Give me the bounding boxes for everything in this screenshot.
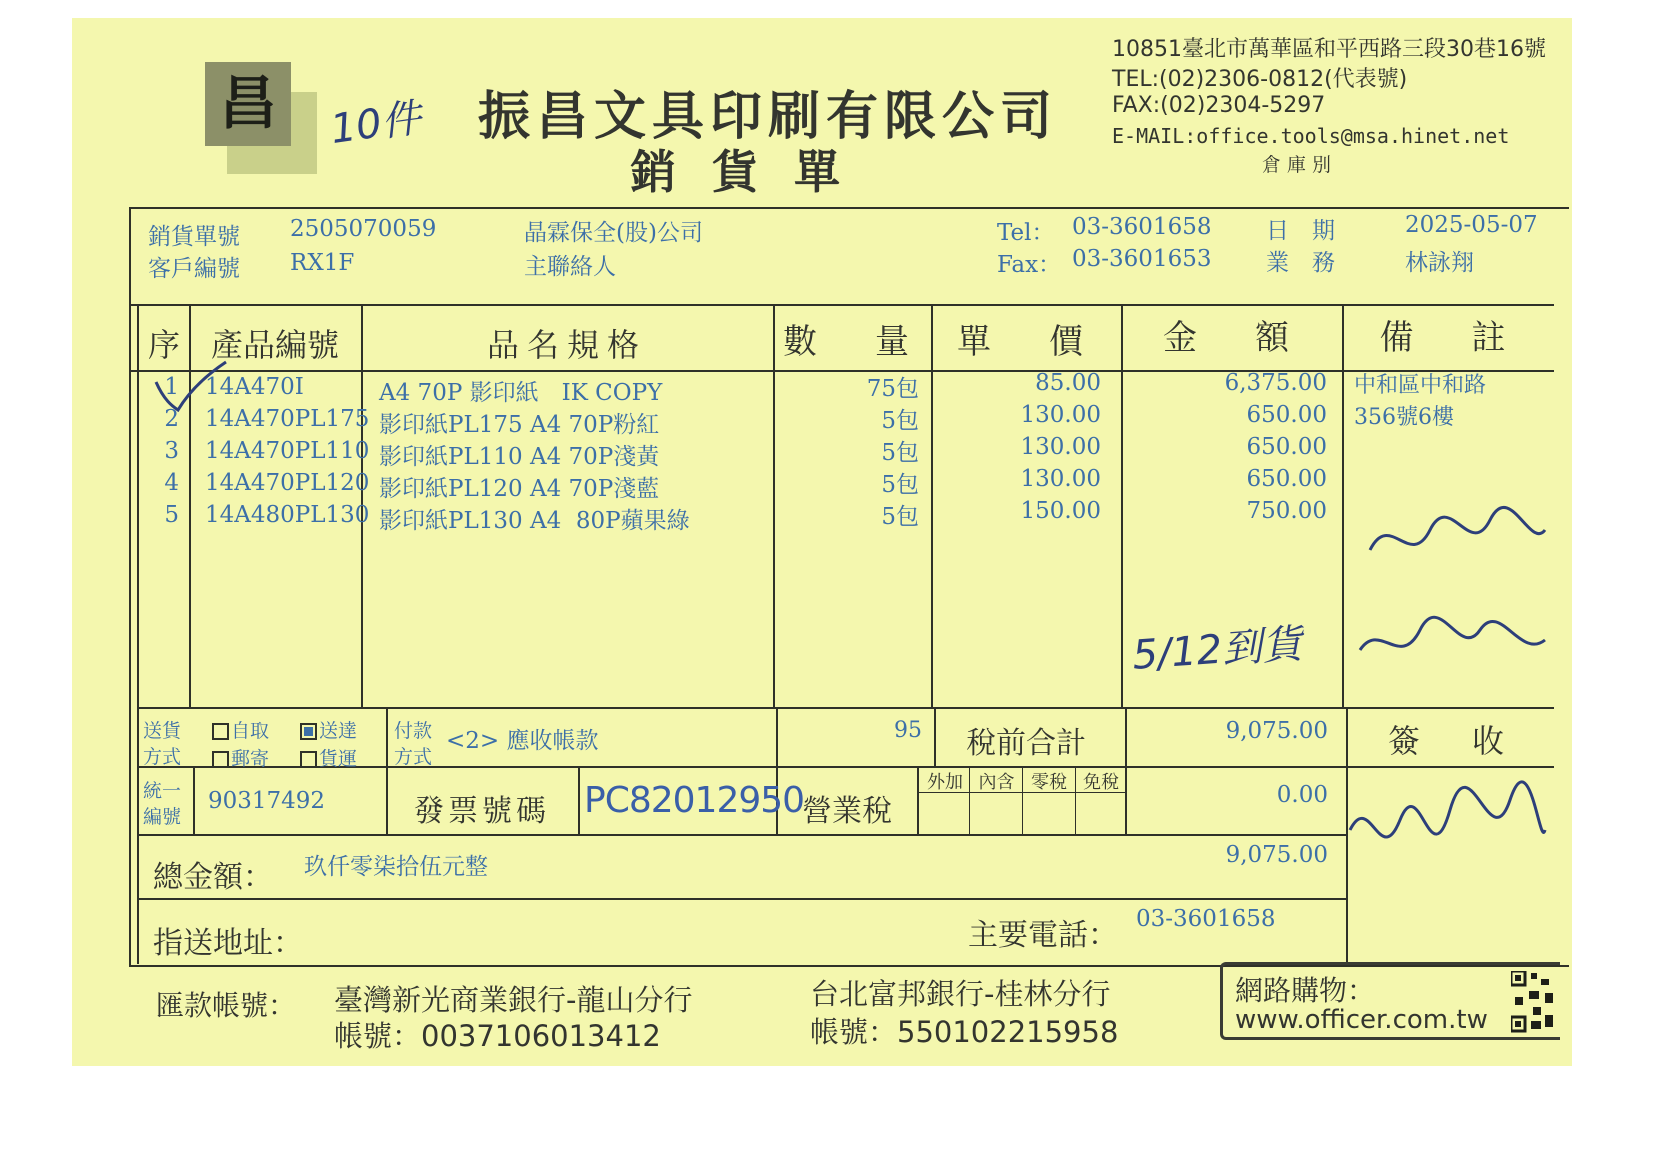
col-price: 單 價 [957,322,1095,362]
qr-code-icon [1511,971,1557,1033]
order-no: 2505070059 [290,216,437,242]
main-phone: 03-3601658 [1136,906,1276,932]
handwritten-signature [1340,770,1550,900]
online-shop-label: 網路購物： [1235,974,1376,1007]
item-qty: 5包 [881,408,919,434]
tax-id-label-line1: 統一 [143,780,182,802]
item-name: 影印紙PL175 A4 70P粉紅 [379,412,660,438]
bank-1-account: 帳號：0037106013412 [334,1019,661,1053]
item-code: 14A470PL110 [205,438,370,464]
item-seq: 1 [164,374,179,400]
customer-no: RX1F [290,250,355,276]
warehouse-label: 倉庫別 [1262,154,1338,176]
item-amount: 650.00 [1246,402,1327,428]
customer-name: 晶霖保全(股)公司 [524,220,703,246]
sign-label: 簽 收 [1387,722,1514,760]
payment-label-line2: 方式 [394,746,433,768]
checkbox[interactable] [300,751,317,768]
sales-label: 業 務 [1266,250,1335,276]
col-amount: 金 額 [1163,318,1301,358]
bank-2-account: 帳號：550102215958 [810,1015,1119,1049]
item-seq: 4 [164,470,179,496]
col-seq: 序 [147,326,180,364]
tax-label: 營業稅 [802,794,892,829]
item-qty: 5包 [881,440,919,466]
bank-label: 匯款帳號： [156,989,297,1022]
item-qty: 5包 [881,504,919,530]
item-name: 影印紙PL120 A4 70P淺藍 [379,476,660,502]
handwritten-scribble [1350,490,1550,690]
company-name: 振昌文具印刷有限公司 [478,86,1059,147]
customer-tel: 03-3601658 [1072,214,1212,240]
logo-glyph: 昌 [218,69,277,137]
payment-code: 95 [894,718,922,743]
delivery-option-mail[interactable]: 郵寄 [212,744,269,771]
bank-2-name: 台北富邦銀行-桂林分行 [810,977,1111,1011]
item-code: 14A470PL120 [205,470,370,496]
col-qty: 數 量 [783,322,921,362]
payment-label-line1: 付款 [394,720,433,742]
handwritten-check-mark [150,356,230,416]
item-seq: 3 [164,438,179,464]
checkbox[interactable] [212,723,229,740]
delivery-option-self[interactable]: 自取 [212,716,269,743]
order-date: 2025-05-07 [1405,212,1538,238]
item-amount: 650.00 [1246,466,1327,492]
delivery-label-line2: 方式 [143,746,182,768]
total-label: 總金額： [153,860,273,895]
company-fax: FAX:(02)2304-5297 [1112,93,1326,118]
item-price: 130.00 [1020,434,1101,460]
customer-no-label: 客戶編號 [148,256,240,282]
item-name: 影印紙PL110 A4 70P淺黃 [379,444,660,470]
payment-method: <2> 應收帳款 [446,728,599,754]
pretax-label: 稅前合計 [966,726,1086,761]
delivery-label-line1: 送貨 [143,720,182,742]
item-seq: 2 [164,406,179,432]
delivery-option-freight[interactable]: 貨運 [300,744,357,771]
delivery-option-delivered[interactable]: 送達 [300,716,357,743]
col-name: 品名規格 [486,326,647,364]
item-price: 130.00 [1020,402,1101,428]
item-seq: 5 [164,502,179,528]
item-price: 150.00 [1020,498,1101,524]
sales-person: 林詠翔 [1405,250,1474,276]
tax-type-zero: 零稅 [1031,772,1067,793]
item-qty: 75包 [866,376,919,402]
date-label: 日 期 [1266,218,1335,244]
handwritten-count: 10件 [327,94,425,154]
document-title: 銷 貨 單 [630,145,851,199]
payment-label [394,718,432,770]
checkbox[interactable] [212,751,229,768]
tax-id: 90317492 [208,788,326,814]
handwritten-arrival-note: 5/12到貨 [1130,621,1304,679]
col-code: 產品編號 [210,326,339,364]
invoice-number: PC82012950 [584,780,805,821]
col-note: 備 註 [1379,318,1518,358]
item-price: 130.00 [1020,466,1101,492]
item-code: 14A470I [205,374,304,400]
delivery-address-label: 指送地址： [153,926,303,961]
delivery-label [143,718,181,770]
online-shop-url: www.officer.com.tw [1235,1005,1488,1035]
company-email: E-MAIL:office.tools@msa.hinet.net [1112,124,1510,148]
customer-fax: 03-3601653 [1072,246,1212,272]
tax-type-exempt: 免稅 [1083,772,1119,793]
main-phone-label: 主要電話： [968,918,1118,953]
total-in-words: 玖仟零柒拾伍元整 [304,854,488,880]
customer-tel-label: Tel： [997,220,1055,246]
customer-fax-label: Fax： [997,252,1062,278]
item-name: A4 70P 影印紙 IK COPY [379,380,663,406]
online-shop-box [1220,962,1560,1040]
item-row [137,498,1347,534]
pretax-total: 9,075.00 [1225,718,1328,744]
item-amount: 6,375.00 [1224,370,1327,396]
item-name: 影印紙PL130 A4 80P蘋果綠 [379,508,690,534]
item-amount: 650.00 [1246,434,1327,460]
item-code: 14A480PL130 [205,502,370,528]
note-line-2: 356號6樓 [1354,405,1454,430]
checkbox-checked[interactable] [300,723,317,740]
company-address: 10851臺北市萬華區和平西路三段30巷16號 [1112,37,1546,62]
grand-total: 9,075.00 [1225,842,1328,868]
tax-id-label-line2: 編號 [143,806,182,828]
tax-type-add: 外加 [927,772,963,793]
company-tel: TEL:(02)2306-0812(代表號) [1112,67,1408,92]
tax-id-label [143,778,181,830]
tax-amount: 0.00 [1276,782,1328,808]
item-price: 85.00 [1035,370,1101,396]
contact-label: 主聯絡人 [524,254,616,280]
item-amount: 750.00 [1246,498,1327,524]
order-no-label: 銷貨單號 [148,224,240,250]
company-logo [205,62,317,174]
item-code: 14A470PL175 [205,406,370,432]
item-qty: 5包 [881,472,919,498]
invoice-label: 發票號碼 [414,794,550,829]
note-line-1: 中和區中和路 [1354,373,1487,398]
bank-1-name: 臺灣新光商業銀行-龍山分行 [334,983,693,1017]
tax-type-included: 內含 [978,772,1015,793]
